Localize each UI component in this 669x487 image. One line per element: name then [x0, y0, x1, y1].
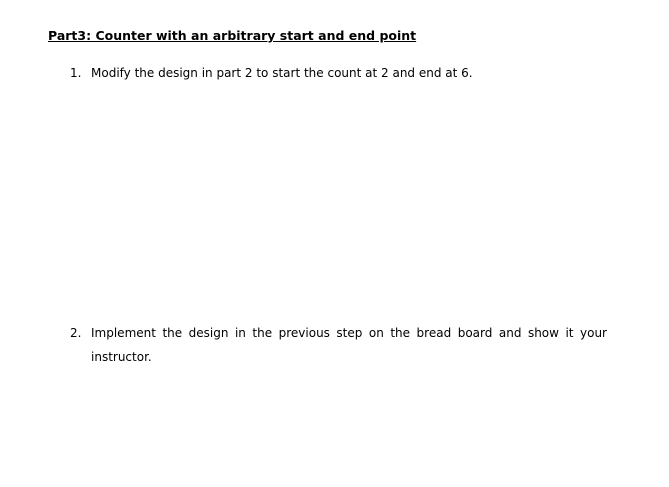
list-item-text: Modify the design in part 2 to start the count at 2 and end at 6.	[91, 66, 473, 80]
list-item-text: Implement the design in the previous step on the bread board and show it your instructor.	[91, 326, 607, 364]
section-heading: Part3: Counter with an arbitrary start and end point	[48, 28, 417, 43]
list-item-number: 1.	[70, 66, 82, 80]
list-item-number: 2.	[70, 326, 82, 340]
